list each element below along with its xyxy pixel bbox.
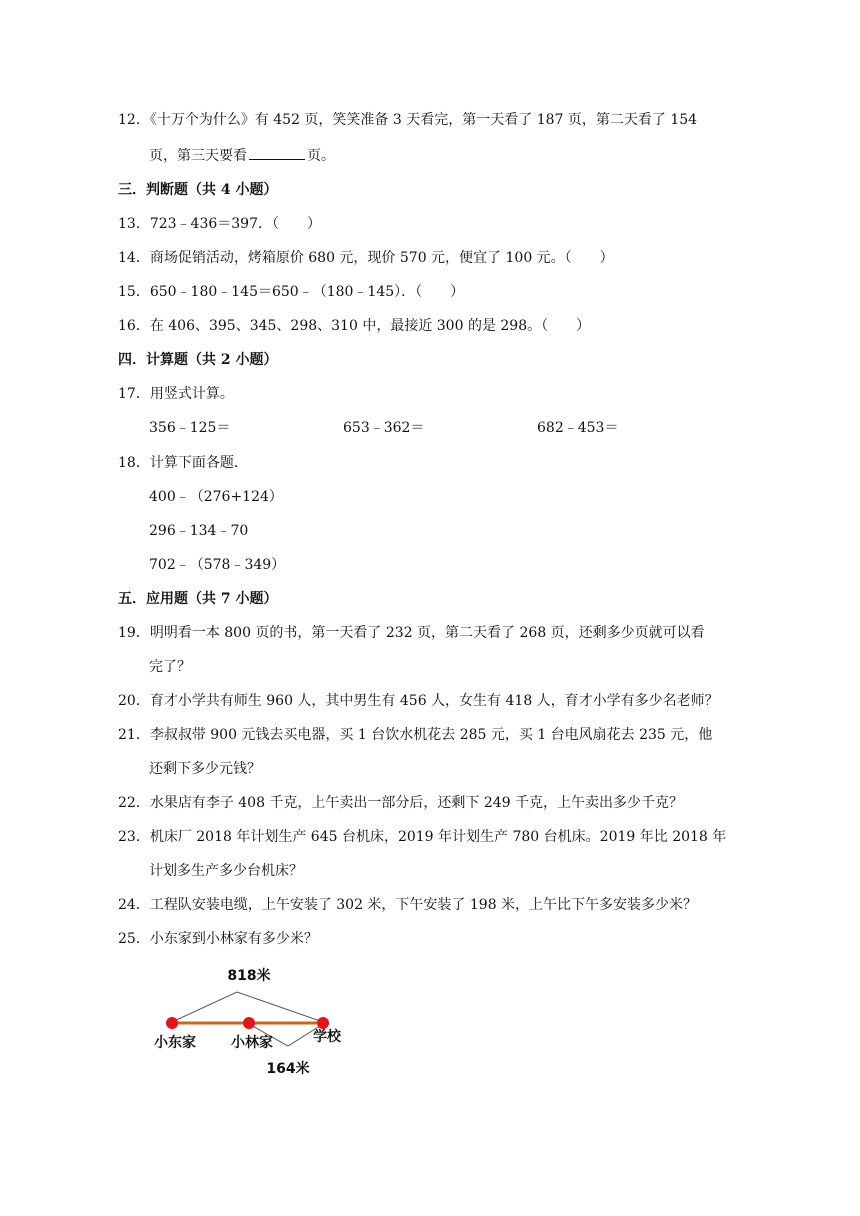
dot-school bbox=[317, 1017, 329, 1029]
q18-item-1: 400﹣（276+124） bbox=[149, 489, 283, 505]
q21-line1: 21．李叔叔带 900 元钱去买电器，买 1 台饮水机花去 285 元，买 1 台电风扇花去 235 元，他 bbox=[118, 727, 713, 743]
q12-line2 bbox=[149, 145, 335, 166]
q12-line2-after: 页。 bbox=[307, 148, 335, 164]
q17-item-1: 356﹣125＝ bbox=[149, 420, 231, 436]
label-xiaodong: 小东家 bbox=[154, 1035, 196, 1051]
q17-item-2: 653﹣362＝ bbox=[343, 420, 425, 436]
dot-xiaolin bbox=[243, 1017, 255, 1029]
section-5-heading: 五．应用题（共 7 小题） bbox=[118, 591, 278, 607]
answer-blank bbox=[249, 145, 305, 160]
q12-line2-before: 页，第三天要看 bbox=[149, 148, 247, 164]
q17-item-3: 682﹣453＝ bbox=[537, 420, 619, 436]
top-distance-label: 818米 bbox=[227, 968, 271, 984]
q15: 15．650﹣180﹣145＝650﹣（180﹣145）．（ ） bbox=[118, 284, 465, 300]
q18-item-3: 702﹣（578﹣349） bbox=[149, 557, 286, 573]
label-school: 学校 bbox=[313, 1029, 341, 1045]
bottom-distance-label: 164米 bbox=[266, 1061, 310, 1077]
q16: 16．在 406、395、345、298、310 中，最接近 300 的是 298。（ ） bbox=[118, 318, 591, 334]
q17-title: 17．用竖式计算。 bbox=[118, 386, 234, 402]
q18-item-2: 296﹣134﹣70 bbox=[149, 523, 249, 539]
q25: 25．小东家到小林家有多少米？ bbox=[118, 931, 318, 947]
q24: 24．工程队安装电缆，上午安装了 302 米，下午安装了 198 米，上午比下午多安装多少米？ bbox=[118, 897, 698, 913]
label-xiaolin: 小林家 bbox=[231, 1035, 273, 1051]
section-3-heading: 三．判断题（共 4 小题） bbox=[118, 182, 278, 198]
q21-line2: 还剩下多少元钱？ bbox=[149, 761, 261, 777]
q13: 13．723﹣436＝397．（ ） bbox=[118, 216, 321, 232]
section-4-heading: 四．计算题（共 2 小题） bbox=[118, 352, 278, 368]
q22: 22．水果店有李子 408 千克，上午卖出一部分后，还剩下 249 千克，上午卖出多少千克？ bbox=[118, 795, 684, 811]
q23-line1: 23．机床厂 2018 年计划生产 645 台机床，2019 年计划生产 780 台机床。2019 年比 2018 年 bbox=[118, 829, 727, 845]
q14: 14．商场促销活动，烤箱原价 680 元，现价 570 元，便宜了 100 元。（ ） bbox=[118, 250, 614, 266]
q18-title: 18．计算下面各题． bbox=[118, 455, 248, 471]
q19-line2: 完了？ bbox=[149, 659, 191, 675]
q20: 20．育才小学共有师生 960 人，其中男生有 456 人，女生有 418 人，育才小学有多少名老师？ bbox=[118, 693, 719, 709]
dot-xiaodong bbox=[166, 1017, 178, 1029]
q19-line1: 19．明明看一本 800 页的书，第一天看了 232 页，第二天看了 268 页，还剩多少页就可以看 bbox=[118, 625, 705, 641]
q12-line1: 12．《十万个为什么》有 452 页，笑笑准备 3 天看完，第一天看了 187 页，第二天看了 154 bbox=[118, 112, 698, 128]
distance-diagram bbox=[145, 960, 345, 1085]
q23-line2: 计划多生产多少台机床？ bbox=[149, 863, 303, 879]
